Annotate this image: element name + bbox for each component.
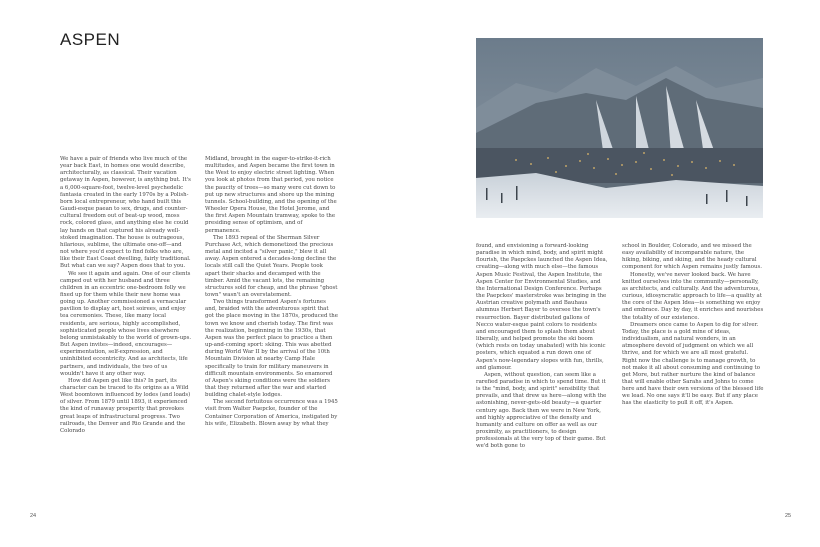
paragraph: Honestly, we've never looked back. We have knitted ourselves into the community—personally, as architects, and culturally. And the adventurous, curious, idiosyncratic approach to life—a quality at the core of the Aspen Idea—is something we enjoy and embrace. Day by day, it enriches and nourishes the totality of our existence. (622, 271, 764, 321)
text-column-3 (476, 243, 608, 451)
paragraph: The 1893 repeal of the Sherman Silver Purchase Act, which demonetized the precious metal and incited a "silver panic," blew it all away. Aspen entered a decades-long decline the locals still call the Quiet Years. People took apart their shacks and decamped with the timber. Amid the vacant lots, the remaining structures sold for cheap, and the phrase "ghost town" wasn't an overstatement. (205, 234, 338, 298)
page-number-right: 25 (785, 513, 792, 519)
paragraph: We have a pair of friends who live much of the year back East, in homes one would describe, architecturally, as classical. Their vacation getaway in Aspen, however, is anything but. It's a 6,000-square-foot, twelve-level psychedelic fantasia created in the early 1970s by a Polish-born local entrepreneur, who hand built this Gaudi-esque paean to sex, drugs, and counter-cultural freedom out of beat-up wood, moss rock, colored glass, and anything else he could lay hands on that captured his already well-stoked imagination. The house is outrageous, hilarious, sublime, the ultimate one-off—and not where you'd expect to find folks who are, like their East Coast dwelling, fairly traditional. But what can we say? Aspen does that to you. (60, 156, 191, 270)
paragraph: Dreamers once came to Aspen to dig for silver. Today, the place is a gold mine of ideas, individualism, and natural wonders, in an atmosphere devoid of judgment on which we all thrive, and for which we are all most grateful. Right now the challenge is to manage growth, to not make it all about consuming and continuing to get More, but rather nurture the kind of balance that will enable other Sarahs and Johns to come here and have their own versions of the blessed life we lead. No one says it'll be easy. But if any place has the elasticity to pull it off, it's Aspen. (622, 321, 764, 407)
paragraph: How did Aspen get like this? In part, its character can be traced to its origins as a Wild West boomtown influenced by lodes (and loads) of silver. From 1879 until 1893, it experienced the kind of runaway prosperity that provokes great leaps of infrastructural progress. Two railroads, the Denver and Rio Grande and the Colorado (60, 377, 191, 434)
paragraph: found, and envisioning a forward-looking paradise in which mind, body, and spirit might flourish, the Paepckes launched the Aspen Idea, creating—along with much else—the famous Aspen Music Festival, the Aspen Institute, the Aspen Center for Environmental Studies, and the International Design Conference. Perhaps the Paepckes' masterstroke was bringing in the Austrian creative polymath and Bauhaus alumnus Herbert Bayer to oversee the town's resurrection. Bayer distributed gallons of Necco water-esque paint colors to residents and encouraged them to splash them about liberally, and helped promote the ski boom (which rests on today unabated) with his iconic posters, which equated a run down one of Aspen's now-legendary slopes with fun, thrills, and glamour. (476, 243, 608, 371)
page-title: ASPEN (60, 30, 121, 49)
text-column-4 (622, 243, 764, 408)
paragraph: Aspen, without question, can seem like a rarefied paradise in which to spend time. But it is the "mind, body, and spirit" sensibility that prevails, and that drew us here—along with the astonishing, never-gets-old beauty—a quarter century ago. Back then we were in New York, and highly appreciative of the density and humanity and culture on offer as well as our proximity, as practitioners, to design professionals at the very top of their game. But we'd both gone to (476, 371, 607, 450)
page-number-left: 24 (30, 513, 37, 519)
aspen-town-photo (476, 38, 763, 218)
paragraph: school in Boulder, Colorado, and we missed the easy availability of incomparable nature, the hiking, biking, and skiing, and the heady cultural component for which Aspen remains justly famous. (622, 243, 762, 271)
paragraph: The second fortuitous occurrence was a 1945 visit from Walter Paepcke, founder of the Container Corporation of America, instigated by his wife, Elizabeth. Blown away by what they (205, 399, 338, 427)
paragraph: Midland, brought in the eager-to-strike-it-rich multitudes, and Aspen became the first town in the West to enjoy electric street lighting. When you look at photos from that period, you notice the paucity of trees—so many were cut down to put up new structures and shore up the mining tunnels. School-building, and the opening of the Wheeler Opera House, the Hotel Jerome, and the first Aspen Mountain tramway, spoke to the presiding sense of optimism, and of permanence. (205, 156, 337, 234)
paragraph: We see it again and again. One of our clients camped out with her husband and three children in an eccentric one-bedroom folly we fixed up for them while their new home was going up. Another commissioned a vernacular pavilion to display art, host soirees, and enjoy tea ceremonies. These, like many local residents, are serious, highly accomplished, sophisticated people whose lives elsewhere belong unmistakably to the world of grown-ups. But Aspen invites—indeed, encourages—experimentation, self-expression, and uninhibited eccentricity. And as architects, life partners, and individuals, the two of us wouldn't have it any other way. (60, 270, 192, 377)
text-column-2 (205, 156, 338, 428)
text-column-1 (60, 156, 192, 435)
paragraph: Two things transformed Aspen's fortunes and, braided with the adventurous spirit that got the place moving in the 1870s, produced the town we know and cherish today. The first was the realization, beginning in the 1930s, that Aspen was the perfect place to practice a then up-and-coming sport: skiing. This was abetted during World War II by the arrival of the 10th Mountain Division at nearby Camp Hale specifically to train for military maneuvers in difficult mountain environments. So enamored of Aspen's skiing conditions were the soldiers that they returned after the war and started building chalet-style lodges. (205, 299, 338, 399)
mountain-town-illustration (476, 38, 763, 218)
